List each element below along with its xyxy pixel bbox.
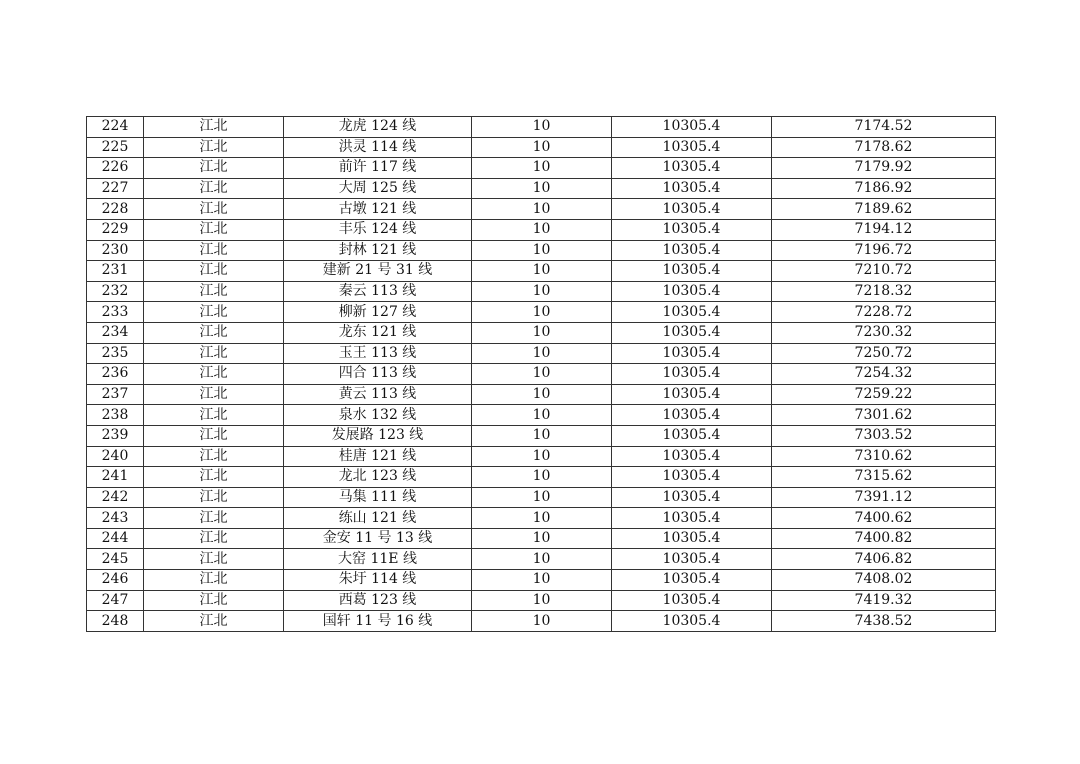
voltage-cell: 10 [472, 199, 612, 220]
district-cell: 江北 [144, 219, 284, 240]
table-row [87, 446, 996, 467]
value-b-cell: 7315.62 [772, 467, 996, 488]
value-a-cell: 10305.4 [612, 405, 772, 426]
line-name-cell: 秦云 113 线 [284, 281, 472, 302]
value-a-cell: 10305.4 [612, 240, 772, 261]
value-a-cell: 10305.4 [612, 590, 772, 611]
table-row [87, 590, 996, 611]
value-a-cell: 10305.4 [612, 343, 772, 364]
value-a-cell: 10305.4 [612, 384, 772, 405]
row-index-cell: 238 [87, 405, 144, 426]
district-cell: 江北 [144, 467, 284, 488]
line-name-cell: 发展路 123 线 [284, 425, 472, 446]
district-cell: 江北 [144, 117, 284, 138]
line-name-cell: 西葛 123 线 [284, 590, 472, 611]
district-cell: 江北 [144, 364, 284, 385]
voltage-cell: 10 [472, 487, 612, 508]
line-name-cell: 丰乐 124 线 [284, 219, 472, 240]
line-name-cell: 柳新 127 线 [284, 302, 472, 323]
value-a-cell: 10305.4 [612, 549, 772, 570]
table-body [87, 117, 996, 632]
table-row [87, 219, 996, 240]
value-b-cell: 7400.82 [772, 528, 996, 549]
row-index-cell: 245 [87, 549, 144, 570]
table-row [87, 384, 996, 405]
table-row [87, 467, 996, 488]
voltage-cell: 10 [472, 158, 612, 179]
voltage-cell: 10 [472, 384, 612, 405]
value-a-cell: 10305.4 [612, 508, 772, 529]
value-b-cell: 7254.32 [772, 364, 996, 385]
line-name-cell: 洪灵 114 线 [284, 137, 472, 158]
district-cell: 江北 [144, 446, 284, 467]
value-b-cell: 7196.72 [772, 240, 996, 261]
table-row [87, 199, 996, 220]
table-row [87, 178, 996, 199]
table-row [87, 322, 996, 343]
table-row [87, 611, 996, 632]
value-b-cell: 7230.32 [772, 322, 996, 343]
row-index-cell: 241 [87, 467, 144, 488]
voltage-cell: 10 [472, 178, 612, 199]
value-a-cell: 10305.4 [612, 611, 772, 632]
line-name-cell: 封林 121 线 [284, 240, 472, 261]
voltage-cell: 10 [472, 508, 612, 529]
line-name-cell: 龙北 123 线 [284, 467, 472, 488]
value-a-cell: 10305.4 [612, 322, 772, 343]
line-name-cell: 前许 117 线 [284, 158, 472, 179]
value-b-cell: 7210.72 [772, 261, 996, 282]
voltage-cell: 10 [472, 425, 612, 446]
value-b-cell: 7250.72 [772, 343, 996, 364]
line-name-cell: 玉王 113 线 [284, 343, 472, 364]
value-a-cell: 10305.4 [612, 178, 772, 199]
table-row [87, 364, 996, 385]
district-cell: 江北 [144, 384, 284, 405]
value-b-cell: 7194.12 [772, 219, 996, 240]
value-b-cell: 7438.52 [772, 611, 996, 632]
table-row [87, 137, 996, 158]
voltage-cell: 10 [472, 117, 612, 138]
voltage-cell: 10 [472, 219, 612, 240]
voltage-cell: 10 [472, 528, 612, 549]
value-b-cell: 7218.32 [772, 281, 996, 302]
district-cell: 江北 [144, 590, 284, 611]
line-name-cell: 大窑 11E 线 [284, 549, 472, 570]
voltage-cell: 10 [472, 343, 612, 364]
value-b-cell: 7179.92 [772, 158, 996, 179]
voltage-cell: 10 [472, 611, 612, 632]
line-name-cell: 金安 11 号 13 线 [284, 528, 472, 549]
row-index-cell: 248 [87, 611, 144, 632]
value-a-cell: 10305.4 [612, 425, 772, 446]
table-row [87, 343, 996, 364]
value-a-cell: 10305.4 [612, 117, 772, 138]
value-b-cell: 7259.22 [772, 384, 996, 405]
district-cell: 江北 [144, 199, 284, 220]
row-index-cell: 234 [87, 322, 144, 343]
line-name-cell: 龙虎 124 线 [284, 117, 472, 138]
district-cell: 江北 [144, 549, 284, 570]
value-b-cell: 7310.62 [772, 446, 996, 467]
voltage-cell: 10 [472, 364, 612, 385]
row-index-cell: 232 [87, 281, 144, 302]
table-row [87, 425, 996, 446]
row-index-cell: 237 [87, 384, 144, 405]
line-name-cell: 大周 125 线 [284, 178, 472, 199]
table-row [87, 570, 996, 591]
district-cell: 江北 [144, 137, 284, 158]
district-cell: 江北 [144, 261, 284, 282]
voltage-cell: 10 [472, 446, 612, 467]
value-a-cell: 10305.4 [612, 219, 772, 240]
value-a-cell: 10305.4 [612, 487, 772, 508]
district-cell: 江北 [144, 302, 284, 323]
voltage-cell: 10 [472, 549, 612, 570]
line-name-cell: 龙东 121 线 [284, 322, 472, 343]
line-name-cell: 四合 113 线 [284, 364, 472, 385]
value-a-cell: 10305.4 [612, 281, 772, 302]
value-a-cell: 10305.4 [612, 364, 772, 385]
table-row [87, 261, 996, 282]
voltage-cell: 10 [472, 302, 612, 323]
district-cell: 江北 [144, 158, 284, 179]
row-index-cell: 225 [87, 137, 144, 158]
data-table-container [86, 116, 995, 632]
district-cell: 江北 [144, 240, 284, 261]
row-index-cell: 231 [87, 261, 144, 282]
row-index-cell: 233 [87, 302, 144, 323]
row-index-cell: 235 [87, 343, 144, 364]
table-row [87, 240, 996, 261]
district-cell: 江北 [144, 528, 284, 549]
row-index-cell: 247 [87, 590, 144, 611]
table-row [87, 508, 996, 529]
row-index-cell: 239 [87, 425, 144, 446]
value-a-cell: 10305.4 [612, 528, 772, 549]
line-name-cell: 练山 121 线 [284, 508, 472, 529]
line-name-cell: 黄云 113 线 [284, 384, 472, 405]
line-name-cell: 马集 111 线 [284, 487, 472, 508]
row-index-cell: 228 [87, 199, 144, 220]
table-row [87, 487, 996, 508]
value-b-cell: 7228.72 [772, 302, 996, 323]
row-index-cell: 246 [87, 570, 144, 591]
value-b-cell: 7419.32 [772, 590, 996, 611]
district-cell: 江北 [144, 281, 284, 302]
value-b-cell: 7303.52 [772, 425, 996, 446]
value-b-cell: 7178.62 [772, 137, 996, 158]
value-a-cell: 10305.4 [612, 261, 772, 282]
voltage-cell: 10 [472, 137, 612, 158]
line-name-cell: 古墩 121 线 [284, 199, 472, 220]
table-row [87, 158, 996, 179]
row-index-cell: 229 [87, 219, 144, 240]
row-index-cell: 240 [87, 446, 144, 467]
district-cell: 江北 [144, 425, 284, 446]
value-b-cell: 7400.62 [772, 508, 996, 529]
district-cell: 江北 [144, 405, 284, 426]
table-row [87, 281, 996, 302]
value-b-cell: 7186.92 [772, 178, 996, 199]
district-cell: 江北 [144, 343, 284, 364]
voltage-cell: 10 [472, 467, 612, 488]
row-index-cell: 226 [87, 158, 144, 179]
value-a-cell: 10305.4 [612, 137, 772, 158]
row-index-cell: 244 [87, 528, 144, 549]
row-index-cell: 242 [87, 487, 144, 508]
voltage-cell: 10 [472, 240, 612, 261]
voltage-cell: 10 [472, 322, 612, 343]
line-name-cell: 泉水 132 线 [284, 405, 472, 426]
row-index-cell: 230 [87, 240, 144, 261]
value-b-cell: 7189.62 [772, 199, 996, 220]
value-b-cell: 7406.82 [772, 549, 996, 570]
line-name-cell: 建新 21 号 31 线 [284, 261, 472, 282]
voltage-cell: 10 [472, 261, 612, 282]
table-row [87, 302, 996, 323]
row-index-cell: 243 [87, 508, 144, 529]
district-cell: 江北 [144, 322, 284, 343]
row-index-cell: 227 [87, 178, 144, 199]
data-table [86, 116, 996, 632]
district-cell: 江北 [144, 178, 284, 199]
value-a-cell: 10305.4 [612, 302, 772, 323]
value-a-cell: 10305.4 [612, 158, 772, 179]
line-name-cell: 桂唐 121 线 [284, 446, 472, 467]
voltage-cell: 10 [472, 570, 612, 591]
district-cell: 江北 [144, 508, 284, 529]
table-row [87, 117, 996, 138]
district-cell: 江北 [144, 611, 284, 632]
row-index-cell: 224 [87, 117, 144, 138]
value-a-cell: 10305.4 [612, 467, 772, 488]
district-cell: 江北 [144, 487, 284, 508]
value-a-cell: 10305.4 [612, 446, 772, 467]
voltage-cell: 10 [472, 405, 612, 426]
line-name-cell: 朱圩 114 线 [284, 570, 472, 591]
value-a-cell: 10305.4 [612, 570, 772, 591]
value-b-cell: 7301.62 [772, 405, 996, 426]
voltage-cell: 10 [472, 281, 612, 302]
table-row [87, 405, 996, 426]
table-row [87, 549, 996, 570]
table-row [87, 528, 996, 549]
value-a-cell: 10305.4 [612, 199, 772, 220]
voltage-cell: 10 [472, 590, 612, 611]
value-b-cell: 7174.52 [772, 117, 996, 138]
value-b-cell: 7391.12 [772, 487, 996, 508]
value-b-cell: 7408.02 [772, 570, 996, 591]
line-name-cell: 国轩 11 号 16 线 [284, 611, 472, 632]
district-cell: 江北 [144, 570, 284, 591]
row-index-cell: 236 [87, 364, 144, 385]
